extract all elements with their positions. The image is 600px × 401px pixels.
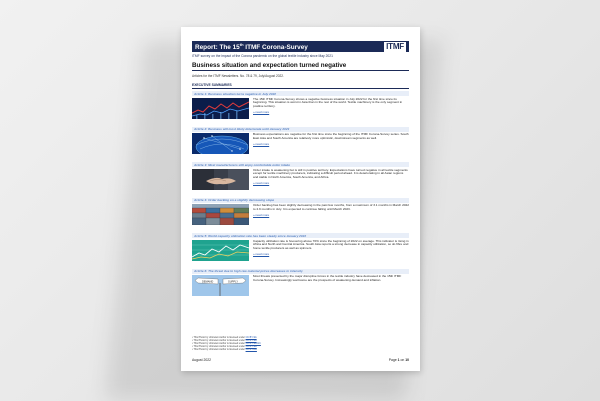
license-link[interactable]: CC BY-ND <box>245 348 257 351</box>
license-link[interactable]: CC BY-SA <box>245 345 257 348</box>
report-header-bar <box>192 41 409 52</box>
photo-credits <box>192 336 261 351</box>
report-title: Report: The 15th ITMF Corona-Survey <box>195 41 308 52</box>
document-page <box>181 27 420 371</box>
article-summary: Business expectations are negative for the first time since the beginning of the ITMF Corona-Survey series. South East Asia and South America are relatively more optimistic, downstream segments as well. <box>253 132 409 140</box>
article-4 <box>192 198 409 232</box>
page-headline: Business situation and expectation turned negative <box>192 62 409 71</box>
read-more-link[interactable]: » read more <box>253 212 270 217</box>
article-heading: Article 2: Business will most likely deteriorate until January 2023 <box>192 127 409 132</box>
page-footer <box>192 358 409 362</box>
line-chart-icon <box>192 240 249 261</box>
article-heading: Article 1: Business situation turns negative in July 2022 <box>192 91 409 96</box>
article-2 <box>192 127 409 161</box>
executive-summaries-heading: EXECUTIVE SUMMARIES <box>192 83 409 89</box>
article-heading: Article 3: Most manufacturers still enjoy comfortable order intake <box>192 162 409 167</box>
article-summary: Capacity utilization rate is hoovering above 70% since the beginning of 2022 on average. This indicator is rising in Africa and North and Central America. South Asia reports a strong decrease in capacity utilization, so do fibre and home textile producers as well as spinners. <box>253 238 409 250</box>
license-link[interactable]: CC BY-SA-NC <box>245 342 261 345</box>
article-3 <box>192 162 409 196</box>
photo-credit: • This Photo by Unknown Author is licensed under CC BY-SA <box>192 339 257 342</box>
photo-credit: • This Photo by Unknown Author is licensed under CC BY-SA <box>192 345 257 348</box>
article-summary: Order backlog has been slightly decreasing in the past few months, from a maximum of 3.1 months in March 2022 to 2.9 months in July. It is expected to continue falling until March 2023. <box>253 203 409 211</box>
article-1 <box>192 91 409 125</box>
article-summary: Order intake is weakening but is still in positive territory. Expectations have turned negative in all textile segments except for textile machinery producers, indicating a difficult period ahead. It is deteriorating in all Asian regions and stable in North America, South America, and Africa. <box>253 167 408 179</box>
article-5 <box>192 233 409 267</box>
intro-text: Articles for the ITMF Newsletters. No. 78 & 79, July/August 2022. <box>192 74 284 78</box>
demand-sign-text: DEMAND <box>202 280 214 284</box>
article-heading: Article 5: World capacity utilization rate has been steady since January 2022 <box>192 233 409 238</box>
footer-date: August 2022 <box>192 358 212 362</box>
demand-supply-icon <box>192 275 249 296</box>
article-summary: Most threats presented by the major disruptive forces in the textile industry have decreased in the 15th ITMF Corona-Survey. Increasingly worrisome are the prospects of weakening demand and inflation. <box>253 274 402 282</box>
article-6 <box>192 269 409 303</box>
article-heading: Article 4: Order backlog on a slightly decreasing slope <box>192 198 409 203</box>
handshake-icon <box>192 169 249 190</box>
license-link[interactable]: CC BY-SA <box>245 339 257 342</box>
license-link[interactable]: CC BY-SA <box>245 336 257 339</box>
stock-chart-icon <box>192 98 249 119</box>
photo-credit: • This Photo by Unknown Author is licensed under CC BY-SA <box>192 336 257 339</box>
read-more-link[interactable]: » read more <box>253 251 270 256</box>
article-heading: Article 6: The threat due to high raw material prices decreases in intensity <box>192 269 409 274</box>
read-more-link[interactable]: » read more <box>253 141 270 146</box>
supply-sign-text: SUPPLY <box>228 280 239 284</box>
report-subtitle: ITMF survey on the impact of the Corona pandemic on the global textile industry since May 2021 <box>192 54 333 58</box>
photo-credit: • This Photo by Unknown Author is licensed under CC BY-SA-NC <box>192 342 261 345</box>
photo-credit: • This Photo by Unknown Author is licensed under CC BY-ND <box>192 348 257 351</box>
read-more-link[interactable]: » read more <box>253 180 270 185</box>
read-more-link[interactable]: » read more <box>253 109 270 114</box>
container-stack-icon <box>192 204 249 225</box>
page-number: Page 1 on 10 <box>388 358 409 362</box>
itmf-logo: ITMF <box>386 41 404 51</box>
globe-network-icon <box>192 133 249 154</box>
article-summary: The 15th ITMF Corona-Survey shows a negative business situation in July 2022 for the first time since its beginning. This situation is worst in Asia than in the rest of the world. Textile machinery is the only segment in positive territory. <box>253 96 403 108</box>
